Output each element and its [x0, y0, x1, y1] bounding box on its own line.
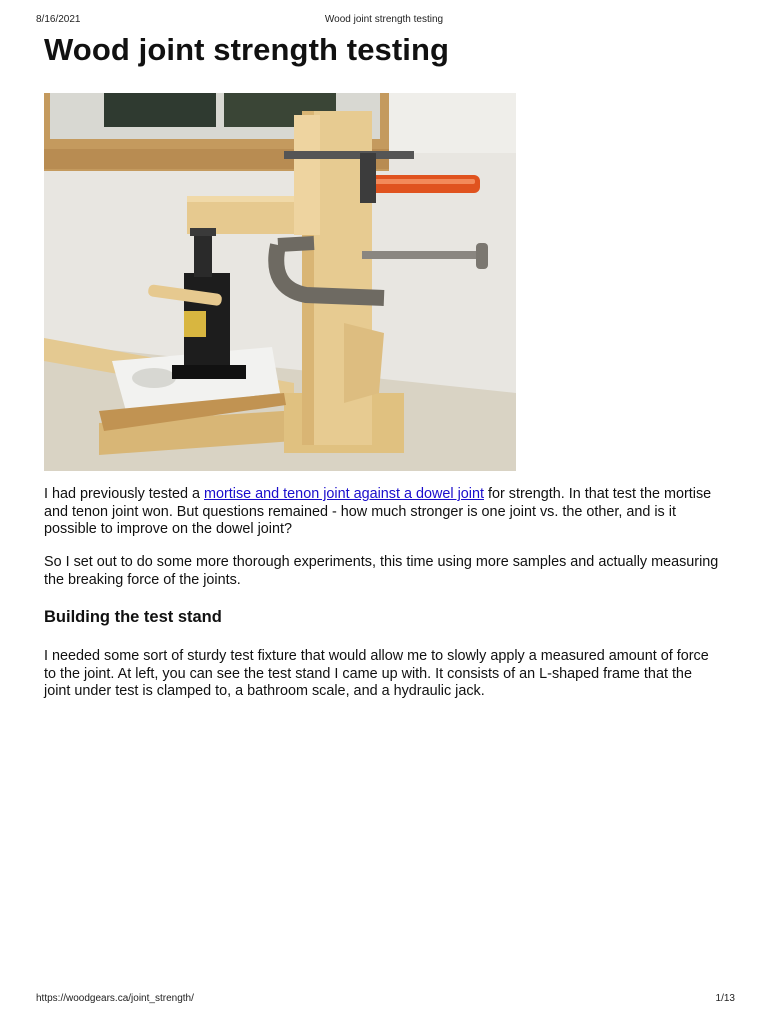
- print-date: 8/16/2021: [36, 14, 81, 25]
- print-header-title: Wood joint strength testing: [324, 14, 444, 25]
- test-stand-paragraph: I needed some sort of sturdy test fixture that would allow me to slowly apply a measured amount of force to the joint. At left, you can see the test stand I came up with. It consists of an L-shaped frame that the joint under test is clamped to, a bathroom scale, and a hydraulic jack.: [44, 648, 709, 699]
- page-title: Wood joint strength testing: [44, 32, 450, 67]
- print-page-number: 1/13: [715, 993, 735, 1004]
- test-stand-photo: [44, 93, 516, 471]
- print-footer-url: https://woodgears.ca/joint_strength/: [36, 993, 194, 1004]
- mortise-vs-dowel-link[interactable]: mortise and tenon joint against a dowel joint: [204, 486, 484, 502]
- experiments-paragraph: So I set out to do some more thorough experiments, this time using more samples and actually measuring the breaking force of the joints.: [44, 554, 719, 588]
- intro-text-before-link: I had previously tested a: [44, 486, 204, 502]
- intro-text-after-link: for strength. In that test the mortise and tenon joint won. But questions remained - how much stronger is one joint vs. the other, and is it possible to improve on the dowel joint?: [44, 486, 712, 537]
- intro-paragraph: [44, 486, 720, 539]
- section-heading-test-stand: Building the test stand: [44, 608, 222, 626]
